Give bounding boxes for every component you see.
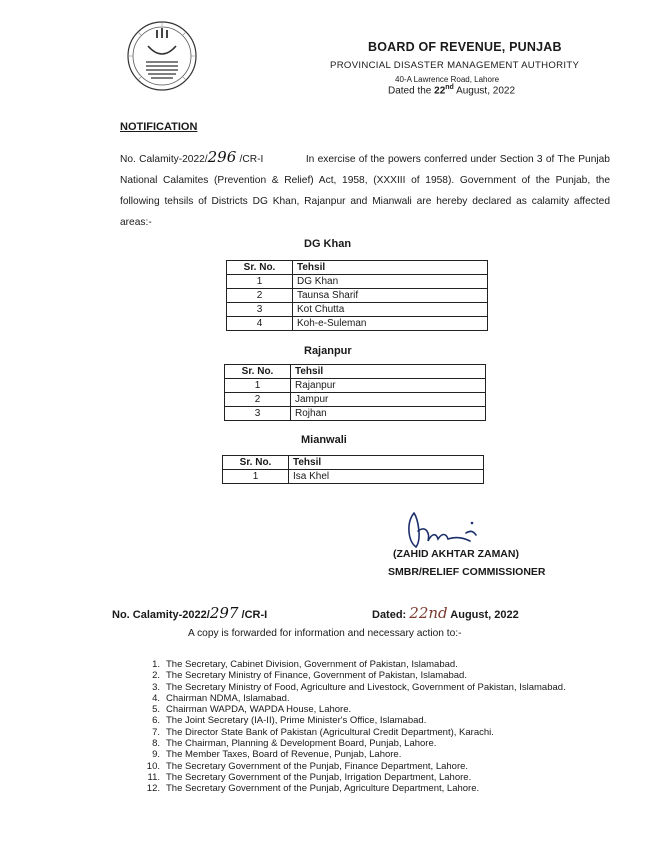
tehsil-cell: DG Khan — [293, 275, 488, 289]
table-header-row — [225, 365, 486, 379]
recipient-text: The Chairman, Planning & Development Board, Punjab, Lahore. — [166, 738, 437, 750]
tehsil-cell: Rajanpur — [291, 379, 486, 393]
notification-body-text: In exercise of the powers conferred under Section 3 of The Punjab National Calamites (Prevention & Relief) Act, 1958, (XXXIII of 1958). Government of the Punjab, the following tehsils of Districts DG Khan, Rajanpur and Mianwali are hereby declared as calamity affected areas:- — [120, 154, 610, 228]
sr-cell: 4 — [227, 317, 293, 331]
table-header-row — [227, 261, 488, 275]
sr-header: Sr. No. — [227, 261, 293, 275]
table-row — [225, 393, 486, 407]
sr-cell: 1 — [223, 470, 289, 484]
rajanpur-title: Rajanpur — [304, 345, 352, 357]
notification-number-prefix: No. Calamity-2022/ — [120, 154, 208, 165]
copy-number-handwritten: 297 — [209, 604, 239, 622]
header-date-suffix: nd — [445, 84, 454, 91]
copy-date-label: Dated: — [372, 609, 410, 621]
recipient-number: 1. — [152, 659, 160, 670]
sr-cell: 1 — [227, 275, 293, 289]
header-date — [388, 84, 515, 96]
list-item — [140, 693, 610, 704]
signatory-role: SMBR/RELIEF COMMISSIONER — [388, 566, 546, 578]
notification-body — [120, 147, 610, 233]
recipient-text: The Secretary Government of the Punjab, Finance Department, Lahore. — [166, 760, 469, 772]
mianwali-title: Mianwali — [301, 434, 347, 446]
copy-date-handwritten: 22nd — [409, 604, 448, 622]
org-name: BOARD OF REVENUE, PUNJAB — [368, 40, 562, 54]
notification-number-suffix: /CR-I — [236, 154, 264, 165]
recipient-number: 8. — [152, 738, 160, 750]
signatory-name: (ZAHID AKHTAR ZAMAN) — [393, 548, 519, 560]
dg-khan-table — [226, 260, 488, 331]
table-row — [225, 379, 486, 393]
recipient-number: 6. — [152, 715, 160, 727]
sr-cell: 3 — [227, 303, 293, 317]
notification-title: NOTIFICATION — [120, 121, 198, 133]
recipient-text: Chairman NDMA, Islamabad. — [166, 692, 290, 704]
dg-khan-title: DG Khan — [304, 238, 352, 250]
tehsil-cell: Koh-e-Suleman — [293, 317, 488, 331]
recipient-list — [140, 659, 610, 795]
table-row — [223, 470, 484, 484]
tehsil-header: Tehsil — [293, 261, 488, 275]
recipient-text: The Secretary Ministry of Food, Agriculture and Livestock, Government of Pakistan, Islamabad. — [166, 681, 566, 693]
sr-cell: 1 — [225, 379, 291, 393]
recipient-number: 9. — [152, 749, 160, 761]
recipient-number: 12. — [146, 783, 160, 795]
sr-header: Sr. No. — [223, 456, 289, 470]
recipient-text: The Director State Bank of Pakistan (Agricultural Credit Department), Karachi. — [166, 726, 494, 738]
recipient-number: 11. — [147, 771, 160, 783]
header-date-rest: August, 2022 — [453, 85, 516, 97]
tehsil-header: Tehsil — [289, 456, 484, 470]
recipient-text: Chairman WAPDA, WAPDA House, Lahore. — [166, 704, 352, 716]
forward-text: A copy is forwarded for information and necessary action to:- — [188, 628, 462, 639]
tehsil-cell: Jampur — [291, 393, 486, 407]
list-item — [140, 682, 610, 693]
list-item — [140, 772, 610, 783]
recipient-text: The Secretary Ministry of Finance, Government of Pakistan, Islamabad. — [166, 670, 467, 682]
org-subtitle: PROVINCIAL DISASTER MANAGEMENT AUTHORITY — [330, 60, 580, 71]
copy-date — [372, 604, 519, 622]
list-item — [140, 761, 610, 772]
recipient-text: The Secretary Government of the Punjab, Agriculture Department, Lahore. — [166, 783, 480, 795]
copy-date-rest: August, 2022 — [447, 609, 519, 621]
sr-cell: 2 — [227, 289, 293, 303]
list-item — [140, 783, 610, 794]
recipient-number: 4. — [152, 692, 160, 704]
sr-header: Sr. No. — [225, 365, 291, 379]
tehsil-cell: Rojhan — [291, 407, 486, 421]
sr-cell: 2 — [225, 393, 291, 407]
recipient-number: 10. — [146, 760, 160, 772]
copy-number — [112, 604, 267, 622]
table-row — [227, 317, 488, 331]
recipient-number: 2. — [152, 670, 160, 682]
notification-number-handwritten: 296 — [207, 148, 237, 166]
list-item — [140, 704, 610, 715]
table-row — [227, 275, 488, 289]
org-address: 40-A Lawrence Road, Lahore — [395, 75, 500, 84]
mianwali-table — [222, 455, 484, 484]
recipient-text: The Joint Secretary (IA-II), Prime Minister's Office, Islamabad. — [166, 715, 427, 727]
sr-cell: 3 — [225, 407, 291, 421]
copy-number-suffix: /CR-I — [238, 609, 268, 621]
list-item — [140, 659, 610, 670]
table-row — [227, 303, 488, 317]
list-item — [140, 715, 610, 726]
tehsil-cell: Isa Khel — [289, 470, 484, 484]
recipient-text: The Secretary Government of the Punjab, Irrigation Department, Lahore. — [166, 771, 472, 783]
table-header-row — [223, 456, 484, 470]
list-item — [140, 727, 610, 738]
list-item — [140, 738, 610, 749]
list-item — [140, 749, 610, 760]
header-date-prefix: Dated the — [388, 85, 435, 97]
punjab-emblem-logo — [118, 16, 206, 92]
recipient-number: 7. — [152, 726, 160, 738]
rajanpur-table — [224, 364, 486, 421]
list-item — [140, 670, 610, 681]
tehsil-cell: Taunsa Sharif — [293, 289, 488, 303]
table-row — [225, 407, 486, 421]
recipient-text: The Member Taxes, Board of Revenue, Punjab, Lahore. — [166, 749, 402, 761]
tehsil-header: Tehsil — [291, 365, 486, 379]
recipient-text: The Secretary, Cabinet Division, Government of Pakistan, Islamabad. — [166, 659, 458, 670]
tehsil-cell: Kot Chutta — [293, 303, 488, 317]
recipient-number: 3. — [152, 681, 160, 693]
table-row — [227, 289, 488, 303]
recipient-number: 5. — [152, 704, 160, 716]
copy-number-prefix: No. Calamity-2022/ — [112, 609, 210, 621]
header-date-day: 22 — [434, 85, 446, 97]
